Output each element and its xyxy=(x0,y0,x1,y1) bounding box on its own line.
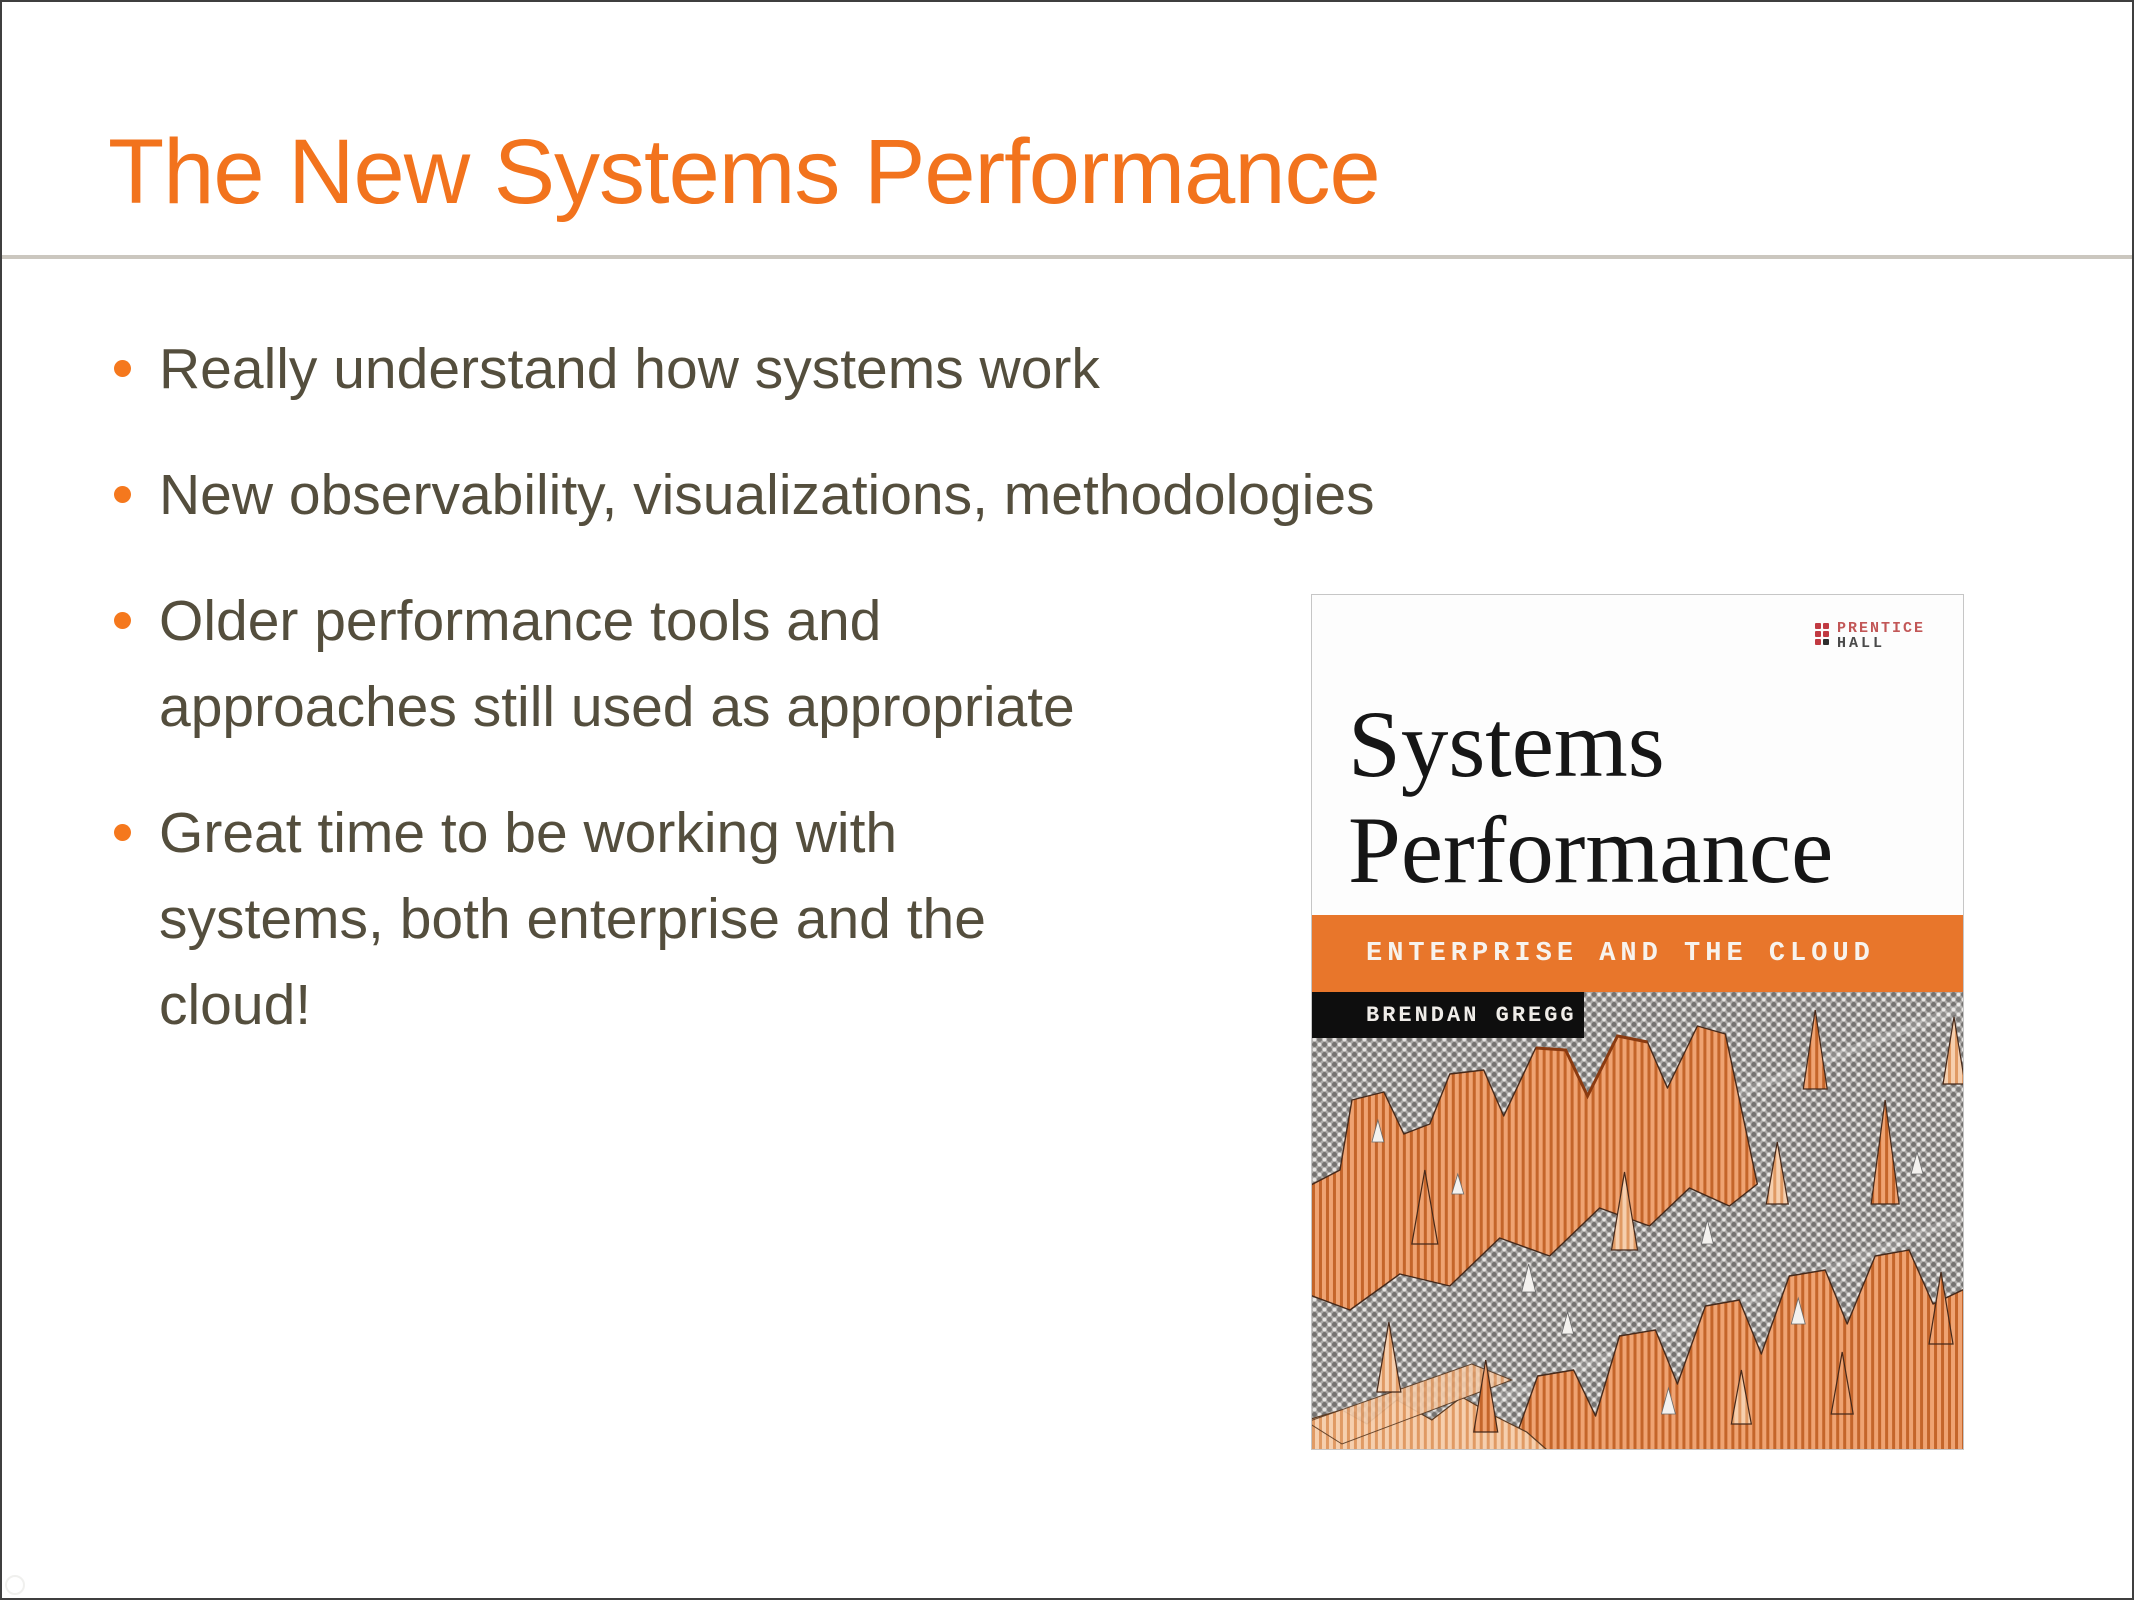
publisher-line: HALL xyxy=(1836,635,1885,652)
book-author-band xyxy=(1312,992,1584,1038)
title-divider xyxy=(2,255,2132,259)
book-subtitle: ENTERPRISE AND THE CLOUD xyxy=(1366,938,1875,969)
book-title-line: Performance xyxy=(1348,797,1834,904)
publisher-name xyxy=(1837,621,1925,651)
prentice-hall-logo xyxy=(1815,621,1925,651)
bullet-line: cloud! xyxy=(159,973,312,1037)
bullet-icon xyxy=(114,360,131,377)
bullet-line: approaches still used as appropriate xyxy=(159,675,1075,739)
bullet-line: systems, both enterprise and the xyxy=(159,887,986,951)
book-title-line: Systems xyxy=(1348,691,1665,797)
bullet-icon xyxy=(114,486,131,503)
list-item xyxy=(108,452,1375,538)
list-item xyxy=(108,790,1308,1048)
bullet-line: Great time to be working with xyxy=(159,801,898,865)
list-item xyxy=(108,578,1308,750)
book-cover xyxy=(1311,594,1964,1450)
latency-heatmap-art xyxy=(1312,992,1963,1449)
bullet-text xyxy=(159,790,986,1048)
prentice-hall-dots-icon xyxy=(1815,623,1829,645)
book-author: BRENDAN GREGG xyxy=(1366,1002,1577,1028)
bullet-line: Older performance tools and xyxy=(159,589,882,653)
book-title xyxy=(1348,691,1833,904)
bullet-text xyxy=(159,452,1375,538)
terrain-plot-image xyxy=(1312,992,1963,1449)
bullet-icon xyxy=(114,612,131,629)
book-cover-top xyxy=(1312,595,1963,915)
book-subtitle-band xyxy=(1312,915,1963,992)
bullet-line: Really understand how systems work xyxy=(159,337,1100,401)
bullet-icon xyxy=(114,824,131,841)
bullet-list xyxy=(108,326,1375,1088)
watermark-icon xyxy=(5,1575,25,1595)
bullet-text xyxy=(159,578,1075,750)
list-item xyxy=(108,326,1308,412)
bullet-text xyxy=(159,326,1100,412)
publisher-line: PRENTICE xyxy=(1836,620,1925,637)
page-title: The New Systems Performance xyxy=(108,121,1380,223)
bullet-line: New observability, visualizations, methodologies xyxy=(159,463,1375,527)
